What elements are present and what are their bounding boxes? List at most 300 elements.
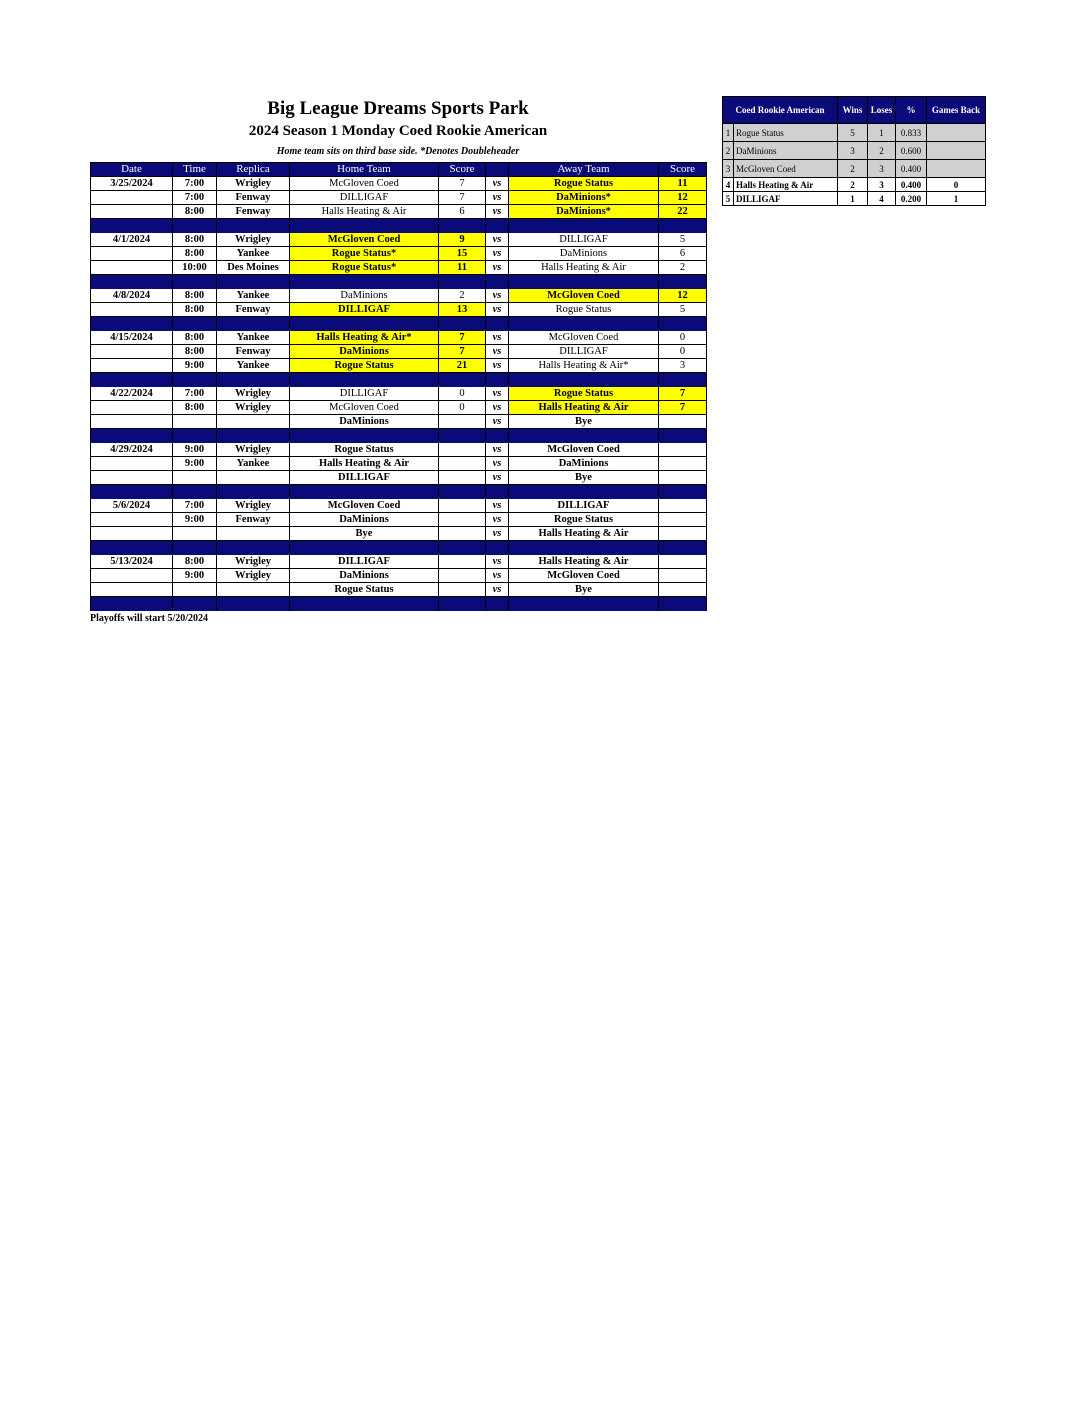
away-score: 7 xyxy=(659,387,707,401)
home-team: Rogue Status* xyxy=(290,247,439,261)
game-time: 8:00 xyxy=(173,555,217,569)
col-home-score-header: Score xyxy=(439,163,486,177)
separator-cell xyxy=(659,317,707,331)
schedule-row xyxy=(91,443,707,457)
schedule-row xyxy=(91,289,707,303)
game-replica xyxy=(217,415,290,429)
separator-cell xyxy=(290,219,439,233)
away-score xyxy=(659,499,707,513)
home-score: 11 xyxy=(439,261,486,275)
game-time: 7:00 xyxy=(173,177,217,191)
home-score xyxy=(439,569,486,583)
game-replica: Yankee xyxy=(217,457,290,471)
standings-loses: 2 xyxy=(868,142,896,160)
game-replica xyxy=(217,583,290,597)
standings-team: McGloven Coed xyxy=(734,160,838,178)
away-team: Halls Heating & Air xyxy=(509,555,659,569)
game-date xyxy=(91,359,173,373)
separator-cell xyxy=(509,541,659,555)
game-date: 4/8/2024 xyxy=(91,289,173,303)
standings-division-header: Coed Rookie American xyxy=(723,97,838,124)
schedule-row xyxy=(91,499,707,513)
game-date xyxy=(91,205,173,219)
vs-label: vs xyxy=(486,191,509,205)
game-date xyxy=(91,527,173,541)
standings-loses-header: Loses xyxy=(868,97,896,124)
separator-cell xyxy=(509,429,659,443)
standings-rank: 5 xyxy=(723,192,734,206)
game-date xyxy=(91,401,173,415)
game-replica: Wrigley xyxy=(217,569,290,583)
schedule-row xyxy=(91,401,707,415)
game-replica: Wrigley xyxy=(217,443,290,457)
separator-cell xyxy=(91,373,173,387)
away-score xyxy=(659,471,707,485)
separator-cell xyxy=(217,541,290,555)
game-replica: Wrigley xyxy=(217,555,290,569)
separator-cell xyxy=(439,597,486,611)
home-score: 6 xyxy=(439,205,486,219)
separator-cell xyxy=(659,275,707,289)
separator-cell xyxy=(486,219,509,233)
away-score xyxy=(659,415,707,429)
home-team: DaMinions xyxy=(290,415,439,429)
home-score xyxy=(439,499,486,513)
separator-cell xyxy=(217,317,290,331)
home-score: 9 xyxy=(439,233,486,247)
away-score: 5 xyxy=(659,233,707,247)
game-replica: Yankee xyxy=(217,247,290,261)
home-score xyxy=(439,415,486,429)
vs-label: vs xyxy=(486,233,509,247)
separator-cell xyxy=(91,429,173,443)
home-score xyxy=(439,457,486,471)
home-score: 15 xyxy=(439,247,486,261)
vs-label: vs xyxy=(486,247,509,261)
game-time: 8:00 xyxy=(173,401,217,415)
standings-pct: 0.833 xyxy=(896,124,927,142)
separator-cell xyxy=(439,429,486,443)
game-replica: Wrigley xyxy=(217,177,290,191)
standings-rank: 4 xyxy=(723,178,734,192)
vs-label: vs xyxy=(486,583,509,597)
game-date xyxy=(91,471,173,485)
game-date xyxy=(91,345,173,359)
vs-label: vs xyxy=(486,415,509,429)
home-team: Halls Heating & Air xyxy=(290,457,439,471)
away-score: 0 xyxy=(659,345,707,359)
vs-label: vs xyxy=(486,359,509,373)
home-team: DaMinions xyxy=(290,513,439,527)
col-away-team-header: Away Team xyxy=(509,163,659,177)
game-time: 9:00 xyxy=(173,569,217,583)
home-team: DILLIGAF xyxy=(290,387,439,401)
standings-rank: 3 xyxy=(723,160,734,178)
home-team: DaMinions xyxy=(290,569,439,583)
schedule-row xyxy=(91,303,707,317)
separator-cell xyxy=(439,275,486,289)
away-score: 12 xyxy=(659,289,707,303)
schedule-row xyxy=(91,191,707,205)
standings-row xyxy=(723,124,986,142)
standings-games-back-header: Games Back xyxy=(927,97,986,124)
separator-cell xyxy=(91,597,173,611)
standings-table xyxy=(722,96,986,206)
vs-label: vs xyxy=(486,303,509,317)
game-date xyxy=(91,583,173,597)
away-score: 5 xyxy=(659,303,707,317)
schedule-row xyxy=(91,569,707,583)
game-time xyxy=(173,471,217,485)
schedule-row xyxy=(91,359,707,373)
separator-cell xyxy=(659,429,707,443)
away-team: DaMinions* xyxy=(509,191,659,205)
separator-cell xyxy=(486,373,509,387)
vs-label: vs xyxy=(486,345,509,359)
schedule-row xyxy=(91,345,707,359)
schedule-row xyxy=(91,261,707,275)
col-away-score-header: Score xyxy=(659,163,707,177)
home-team: McGloven Coed xyxy=(290,401,439,415)
separator-cell xyxy=(290,373,439,387)
away-score: 22 xyxy=(659,205,707,219)
standings-pct: 0.400 xyxy=(896,160,927,178)
standings-wins: 5 xyxy=(838,124,868,142)
separator-cell xyxy=(91,219,173,233)
game-replica: Wrigley xyxy=(217,401,290,415)
separator-cell xyxy=(509,485,659,499)
week-separator xyxy=(91,317,707,331)
separator-cell xyxy=(91,275,173,289)
home-team: DILLIGAF xyxy=(290,191,439,205)
page-subtitle: 2024 Season 1 Monday Coed Rookie American xyxy=(248,123,548,139)
away-score: 0 xyxy=(659,331,707,345)
standings-team: DaMinions xyxy=(734,142,838,160)
game-replica xyxy=(217,527,290,541)
game-time: 8:00 xyxy=(173,289,217,303)
page-title: Big League Dreams Sports Park xyxy=(267,98,529,119)
separator-cell xyxy=(217,373,290,387)
separator-cell xyxy=(290,317,439,331)
away-team: Rogue Status xyxy=(509,387,659,401)
separator-cell xyxy=(173,317,217,331)
separator-cell xyxy=(91,541,173,555)
game-replica: Fenway xyxy=(217,345,290,359)
home-score xyxy=(439,443,486,457)
home-score: 7 xyxy=(439,177,486,191)
away-team: McGloven Coed xyxy=(509,289,659,303)
separator-cell xyxy=(173,429,217,443)
away-team: Rogue Status xyxy=(509,303,659,317)
away-score xyxy=(659,527,707,541)
game-time xyxy=(173,415,217,429)
game-date: 5/6/2024 xyxy=(91,499,173,513)
col-home-team-header: Home Team xyxy=(290,163,439,177)
schedule-row xyxy=(91,177,707,191)
game-replica: Yankee xyxy=(217,359,290,373)
game-date: 4/15/2024 xyxy=(91,331,173,345)
separator-cell xyxy=(439,485,486,499)
game-replica: Fenway xyxy=(217,303,290,317)
week-separator xyxy=(91,429,707,443)
standings-pct: 0.400 xyxy=(896,178,927,192)
standings-wins: 3 xyxy=(838,142,868,160)
game-date: 4/22/2024 xyxy=(91,387,173,401)
separator-cell xyxy=(290,275,439,289)
schedule-header-row xyxy=(91,163,707,177)
week-separator xyxy=(91,219,707,233)
standings-team: Rogue Status xyxy=(734,124,838,142)
standings-team: Halls Heating & Air xyxy=(734,178,838,192)
schedule-section xyxy=(90,96,706,624)
game-replica xyxy=(217,471,290,485)
home-team: Rogue Status* xyxy=(290,261,439,275)
game-time: 9:00 xyxy=(173,457,217,471)
game-replica: Des Moines xyxy=(217,261,290,275)
away-team: DILLIGAF xyxy=(509,233,659,247)
away-team: DILLIGAF xyxy=(509,345,659,359)
away-team: Halls Heating & Air xyxy=(509,401,659,415)
home-score: 7 xyxy=(439,345,486,359)
vs-label: vs xyxy=(486,387,509,401)
game-replica: Yankee xyxy=(217,331,290,345)
game-replica: Wrigley xyxy=(217,233,290,247)
away-score: 2 xyxy=(659,261,707,275)
separator-cell xyxy=(91,485,173,499)
game-time: 9:00 xyxy=(173,513,217,527)
standings-rank: 1 xyxy=(723,124,734,142)
standings-rank: 2 xyxy=(723,142,734,160)
game-time: 9:00 xyxy=(173,359,217,373)
home-team: DILLIGAF xyxy=(290,555,439,569)
vs-label: vs xyxy=(486,555,509,569)
standings-row xyxy=(723,192,986,206)
home-score: 7 xyxy=(439,191,486,205)
schedule-row xyxy=(91,205,707,219)
away-score: 3 xyxy=(659,359,707,373)
col-time-header: Time xyxy=(173,163,217,177)
col-vs-header xyxy=(486,163,509,177)
home-score xyxy=(439,583,486,597)
col-replica-header: Replica xyxy=(217,163,290,177)
game-replica: Yankee xyxy=(217,289,290,303)
game-time: 8:00 xyxy=(173,233,217,247)
home-score xyxy=(439,513,486,527)
game-time xyxy=(173,527,217,541)
home-score: 0 xyxy=(439,387,486,401)
game-replica: Fenway xyxy=(217,513,290,527)
separator-cell xyxy=(509,317,659,331)
schedule-row xyxy=(91,555,707,569)
home-team: Rogue Status xyxy=(290,359,439,373)
separator-cell xyxy=(486,485,509,499)
separator-cell xyxy=(486,275,509,289)
game-time: 9:00 xyxy=(173,443,217,457)
away-team: Rogue Status xyxy=(509,513,659,527)
schedule-row xyxy=(91,331,707,345)
separator-cell xyxy=(439,219,486,233)
separator-cell xyxy=(486,317,509,331)
separator-cell xyxy=(91,317,173,331)
game-replica: Wrigley xyxy=(217,387,290,401)
separator-cell xyxy=(290,541,439,555)
away-team: Bye xyxy=(509,583,659,597)
separator-cell xyxy=(509,597,659,611)
standings-loses: 3 xyxy=(868,178,896,192)
standings-team: DILLIGAF xyxy=(734,192,838,206)
game-date: 5/13/2024 xyxy=(91,555,173,569)
vs-label: vs xyxy=(486,177,509,191)
standings-row xyxy=(723,160,986,178)
standings-loses: 4 xyxy=(868,192,896,206)
home-team: Halls Heating & Air* xyxy=(290,331,439,345)
separator-cell xyxy=(217,597,290,611)
schedule-row xyxy=(91,387,707,401)
away-team: DaMinions xyxy=(509,247,659,261)
game-replica: Wrigley xyxy=(217,499,290,513)
away-team: DaMinions xyxy=(509,457,659,471)
separator-cell xyxy=(659,541,707,555)
separator-cell xyxy=(439,541,486,555)
game-time: 8:00 xyxy=(173,205,217,219)
home-team: Halls Heating & Air xyxy=(290,205,439,219)
away-team: McGloven Coed xyxy=(509,443,659,457)
away-team: Bye xyxy=(509,471,659,485)
vs-label: vs xyxy=(486,401,509,415)
game-date xyxy=(91,261,173,275)
game-replica: Fenway xyxy=(217,205,290,219)
week-separator xyxy=(91,485,707,499)
separator-cell xyxy=(290,485,439,499)
separator-cell xyxy=(173,275,217,289)
standings-pct-header: % xyxy=(896,97,927,124)
home-score: 2 xyxy=(439,289,486,303)
home-score xyxy=(439,555,486,569)
game-time: 8:00 xyxy=(173,247,217,261)
schedule-table xyxy=(90,162,707,611)
schedule-row xyxy=(91,471,707,485)
standings-games-back: 0 xyxy=(927,178,986,192)
away-score xyxy=(659,569,707,583)
standings-wins: 1 xyxy=(838,192,868,206)
game-replica: Fenway xyxy=(217,191,290,205)
game-date xyxy=(91,513,173,527)
vs-label: vs xyxy=(486,457,509,471)
schedule-row xyxy=(91,415,707,429)
home-team: DILLIGAF xyxy=(290,303,439,317)
standings-row xyxy=(723,178,986,192)
game-time: 8:00 xyxy=(173,303,217,317)
schedule-body xyxy=(91,177,707,611)
separator-cell xyxy=(439,373,486,387)
away-score: 12 xyxy=(659,191,707,205)
home-score xyxy=(439,527,486,541)
schedule-row xyxy=(91,527,707,541)
game-time: 7:00 xyxy=(173,499,217,513)
home-score: 7 xyxy=(439,331,486,345)
game-time: 8:00 xyxy=(173,331,217,345)
vs-label: vs xyxy=(486,289,509,303)
home-score: 21 xyxy=(439,359,486,373)
away-score xyxy=(659,555,707,569)
away-team: DILLIGAF xyxy=(509,499,659,513)
week-separator xyxy=(91,541,707,555)
vs-label: vs xyxy=(486,499,509,513)
vs-label: vs xyxy=(486,205,509,219)
separator-cell xyxy=(439,317,486,331)
standings-games-back: 1 xyxy=(927,192,986,206)
away-score: 11 xyxy=(659,177,707,191)
game-date xyxy=(91,303,173,317)
standings-header-row xyxy=(723,97,986,124)
separator-cell xyxy=(173,541,217,555)
home-team: Bye xyxy=(290,527,439,541)
separator-cell xyxy=(486,541,509,555)
away-team: McGloven Coed xyxy=(509,331,659,345)
week-separator xyxy=(91,597,707,611)
game-date xyxy=(91,415,173,429)
separator-cell xyxy=(290,429,439,443)
separator-cell xyxy=(486,597,509,611)
home-score xyxy=(439,471,486,485)
home-team: McGloven Coed xyxy=(290,233,439,247)
game-time xyxy=(173,583,217,597)
away-team: Halls Heating & Air xyxy=(509,261,659,275)
col-date-header: Date xyxy=(91,163,173,177)
home-score: 0 xyxy=(439,401,486,415)
separator-cell xyxy=(217,485,290,499)
separator-cell xyxy=(217,275,290,289)
vs-label: vs xyxy=(486,443,509,457)
separator-cell xyxy=(217,219,290,233)
game-time: 7:00 xyxy=(173,191,217,205)
home-team: DaMinions xyxy=(290,289,439,303)
vs-label: vs xyxy=(486,331,509,345)
separator-cell xyxy=(659,597,707,611)
standings-loses: 1 xyxy=(868,124,896,142)
separator-cell xyxy=(290,597,439,611)
standings-games-back xyxy=(927,124,986,142)
home-team: McGloven Coed xyxy=(290,177,439,191)
away-team: McGloven Coed xyxy=(509,569,659,583)
vs-label: vs xyxy=(486,569,509,583)
schedule-note: Home team sits on third base side. *Denotes Doubleheader xyxy=(276,146,520,157)
standings-wins: 2 xyxy=(838,178,868,192)
separator-cell xyxy=(659,485,707,499)
standings-body xyxy=(723,124,986,206)
away-team: Bye xyxy=(509,415,659,429)
schedule-row xyxy=(91,513,707,527)
home-team: McGloven Coed xyxy=(290,499,439,513)
away-score xyxy=(659,583,707,597)
home-team: DILLIGAF xyxy=(290,471,439,485)
standings-loses: 3 xyxy=(868,160,896,178)
standings-wins: 2 xyxy=(838,160,868,178)
vs-label: vs xyxy=(486,471,509,485)
away-team: Rogue Status xyxy=(509,177,659,191)
playoffs-note: Playoffs will start 5/20/2024 xyxy=(90,613,209,624)
separator-cell xyxy=(509,373,659,387)
standings-row xyxy=(723,142,986,160)
game-date: 4/1/2024 xyxy=(91,233,173,247)
week-separator xyxy=(91,275,707,289)
away-team: Halls Heating & Air* xyxy=(509,359,659,373)
separator-cell xyxy=(217,429,290,443)
standings-wins-header: Wins xyxy=(838,97,868,124)
schedule-row xyxy=(91,247,707,261)
separator-cell xyxy=(486,429,509,443)
week-separator xyxy=(91,373,707,387)
